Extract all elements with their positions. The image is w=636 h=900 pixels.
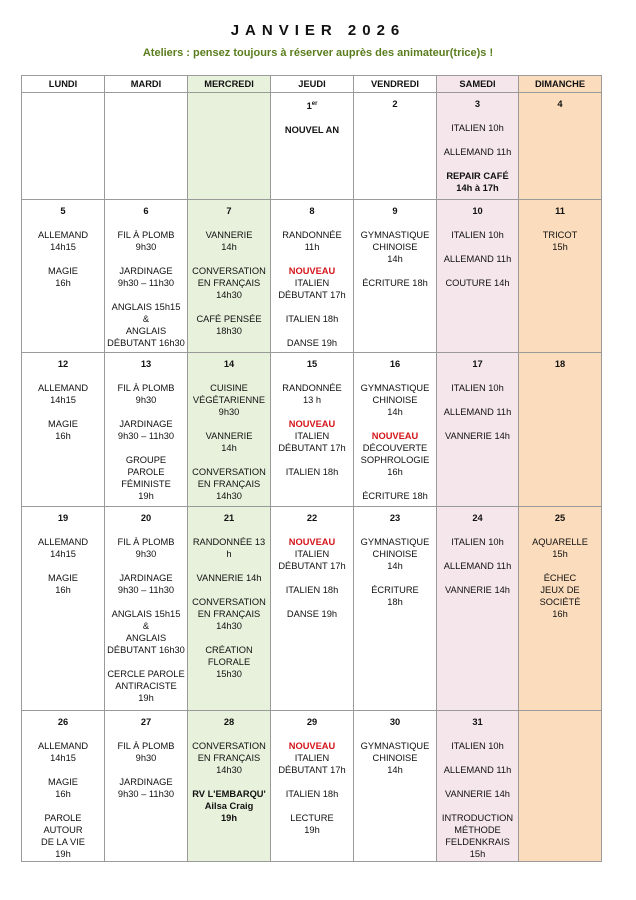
activity-item bbox=[190, 265, 268, 301]
day-number-value: 15 bbox=[306, 359, 318, 369]
activity-item bbox=[107, 608, 185, 656]
activity-item bbox=[107, 776, 185, 800]
day-number bbox=[273, 98, 351, 112]
day-number bbox=[107, 205, 185, 217]
activity-text: CONVERSATION EN FRANÇAIS 14h30 bbox=[192, 741, 266, 775]
activity-list bbox=[356, 740, 434, 776]
day-number bbox=[273, 358, 351, 370]
day-number-value: 11 bbox=[555, 206, 565, 216]
activity-item bbox=[356, 277, 434, 289]
activity-item bbox=[356, 740, 434, 776]
activity-item bbox=[190, 788, 268, 824]
day-number-value: 1 bbox=[306, 101, 312, 112]
weekday-header-row bbox=[22, 76, 602, 93]
day-cell bbox=[271, 507, 354, 711]
activity-text: VANNERIE 14h bbox=[205, 230, 253, 252]
day-number-value: 20 bbox=[140, 513, 152, 523]
weekday-header: JEUDI bbox=[271, 76, 354, 93]
day-cell bbox=[22, 93, 105, 200]
activity-text: ITALIEN DÉBUTANT 17h bbox=[278, 753, 346, 775]
activity-item bbox=[439, 146, 516, 158]
day-number bbox=[107, 358, 185, 370]
weekday-header: SAMEDI bbox=[437, 76, 519, 93]
activity-text: ANGLAIS 15h15 & ANGLAIS DÉBUTANT 16h30 bbox=[107, 302, 185, 348]
day-cell bbox=[271, 200, 354, 353]
activity-item bbox=[107, 265, 185, 289]
activity-item bbox=[273, 788, 351, 800]
activity-list bbox=[24, 382, 102, 442]
day-number bbox=[24, 98, 102, 110]
activity-item bbox=[273, 124, 351, 136]
activity-text: ITALIEN 10h bbox=[451, 123, 504, 133]
weekday-header: LUNDI bbox=[22, 76, 105, 93]
activity-item bbox=[24, 265, 102, 289]
day-cell bbox=[188, 353, 271, 507]
weekday-header: MERCREDI bbox=[188, 76, 271, 93]
day-number-value: 3 bbox=[474, 99, 481, 109]
activity-item bbox=[190, 229, 268, 253]
activity-text: RANDONNÉE 13 h bbox=[282, 383, 342, 405]
day-number bbox=[356, 98, 434, 110]
activity-item bbox=[439, 229, 516, 241]
activity-text: ITALIEN 10h bbox=[451, 230, 504, 240]
day-cell bbox=[105, 353, 188, 507]
day-cell bbox=[22, 200, 105, 353]
activity-text: DANSE 19h bbox=[286, 338, 338, 348]
activity-text: ÉCRITURE 18h bbox=[362, 278, 428, 288]
activity-item bbox=[24, 229, 102, 253]
activity-item bbox=[356, 229, 434, 265]
activity-list bbox=[273, 229, 351, 349]
activity-item bbox=[107, 536, 185, 560]
day-number bbox=[439, 716, 516, 728]
activity-text: GYMNASTIQUE CHINOISE 14h bbox=[360, 741, 430, 775]
calendar-table bbox=[21, 75, 602, 862]
week-row bbox=[22, 353, 602, 507]
activity-text: INTRODUCTION MÉTHODE FELDENKRAIS 15h bbox=[441, 813, 514, 859]
activity-text: CRÉATION FLORALE 15h30 bbox=[205, 645, 253, 679]
day-cell bbox=[188, 93, 271, 200]
day-number bbox=[439, 358, 516, 370]
day-number bbox=[107, 512, 185, 524]
day-number-value: 13 bbox=[140, 359, 152, 369]
activity-text: ÉCRITURE 18h bbox=[371, 585, 419, 607]
day-number-value: 23 bbox=[389, 513, 401, 523]
activity-item bbox=[439, 560, 516, 572]
day-number-value: 21 bbox=[223, 513, 235, 523]
day-number bbox=[190, 358, 268, 370]
new-badge: NOUVEAU bbox=[371, 431, 419, 441]
day-cell bbox=[354, 507, 437, 711]
day-cell bbox=[271, 353, 354, 507]
day-number bbox=[521, 98, 599, 110]
day-number bbox=[24, 205, 102, 217]
activity-item bbox=[190, 644, 268, 680]
activity-list bbox=[24, 536, 102, 596]
activity-item bbox=[356, 536, 434, 572]
day-number bbox=[356, 716, 434, 728]
day-number-value: 8 bbox=[309, 206, 315, 216]
activity-text: GYMNASTIQUE CHINOISE 14h bbox=[360, 537, 430, 571]
activity-text: ALLEMAND 14h15 bbox=[37, 537, 89, 559]
day-number bbox=[273, 205, 351, 217]
activity-text: ITALIEN 18h bbox=[285, 789, 339, 799]
day-number bbox=[24, 358, 102, 370]
activity-item bbox=[107, 382, 185, 406]
day-number bbox=[24, 716, 102, 728]
page-subtitle: Ateliers : pensez toujours à réserver auprès des animateur(trice)s ! bbox=[142, 47, 494, 59]
activity-text: TRICOT 15h bbox=[542, 230, 578, 252]
activity-list bbox=[356, 536, 434, 608]
day-number-value: 10 bbox=[472, 206, 483, 216]
new-badge: NOUVEAU bbox=[288, 419, 336, 429]
day-number-value: 7 bbox=[226, 206, 232, 216]
activity-text: RV L'EMBARQU' Ailsa Craig 19h bbox=[192, 789, 266, 823]
activity-list bbox=[273, 740, 351, 836]
day-number bbox=[24, 512, 102, 524]
day-number bbox=[356, 358, 434, 370]
day-cell bbox=[519, 711, 602, 862]
day-cell bbox=[354, 93, 437, 200]
activity-text: ITALIEN DÉBUTANT 17h bbox=[278, 278, 346, 300]
day-number-value: 9 bbox=[392, 206, 398, 216]
day-number-value: 26 bbox=[57, 717, 69, 727]
activity-text: ITALIEN 18h bbox=[285, 314, 339, 324]
activity-item bbox=[24, 382, 102, 406]
day-cell bbox=[519, 93, 602, 200]
day-cell bbox=[105, 711, 188, 862]
activity-item bbox=[356, 430, 434, 478]
activity-text: MAGIE 16h bbox=[48, 777, 78, 799]
activity-list bbox=[439, 229, 516, 289]
activity-text: ALLEMAND 14h15 bbox=[37, 230, 89, 252]
day-cell bbox=[519, 200, 602, 353]
day-number-value: 12 bbox=[57, 359, 69, 369]
activity-text: VANNERIE 14h bbox=[445, 585, 510, 595]
activity-item bbox=[273, 337, 351, 349]
activity-list bbox=[439, 382, 516, 442]
activity-item bbox=[439, 382, 516, 394]
activity-list bbox=[107, 382, 185, 502]
activity-text: ALLEMAND 11h bbox=[443, 561, 512, 571]
activity-list bbox=[521, 536, 599, 620]
day-cell bbox=[354, 711, 437, 862]
activity-item bbox=[107, 572, 185, 596]
activity-item bbox=[439, 764, 516, 776]
activity-item bbox=[439, 406, 516, 418]
activity-item bbox=[24, 418, 102, 442]
activity-text: ITALIEN 10h bbox=[451, 537, 504, 547]
activity-item bbox=[273, 265, 351, 301]
activity-item bbox=[439, 536, 516, 548]
page-title: JANVIER 2026 bbox=[230, 22, 406, 39]
activity-item bbox=[521, 572, 599, 620]
day-cell bbox=[354, 200, 437, 353]
activity-text: ITALIEN 18h bbox=[285, 585, 339, 595]
day-cell bbox=[519, 507, 602, 711]
activity-item bbox=[273, 466, 351, 478]
activity-text: MAGIE 16h bbox=[48, 266, 78, 288]
day-number bbox=[521, 358, 599, 370]
day-cell bbox=[188, 507, 271, 711]
activity-item bbox=[107, 740, 185, 764]
activity-list bbox=[521, 229, 599, 253]
day-number-value: 24 bbox=[472, 513, 483, 523]
activity-list bbox=[107, 229, 185, 349]
activity-item bbox=[356, 490, 434, 502]
activity-list bbox=[190, 740, 268, 824]
day-cell bbox=[188, 200, 271, 353]
day-number bbox=[190, 716, 268, 728]
activity-text: JARDINAGE 9h30 – 11h30 bbox=[117, 419, 175, 441]
activity-text: ITALIEN DÉBUTANT 17h bbox=[278, 431, 346, 453]
activity-item bbox=[273, 229, 351, 253]
activity-item bbox=[439, 122, 516, 134]
activity-item bbox=[24, 812, 102, 860]
activity-item bbox=[273, 382, 351, 406]
activity-list bbox=[356, 382, 434, 502]
activity-item bbox=[273, 608, 351, 620]
activity-item bbox=[24, 740, 102, 764]
day-number-value: 16 bbox=[389, 359, 401, 369]
activity-item bbox=[190, 430, 268, 454]
activity-item bbox=[107, 454, 185, 502]
activity-text: ALLEMAND 14h15 bbox=[37, 383, 89, 405]
activity-item bbox=[521, 536, 599, 560]
activity-text: ITALIEN 10h bbox=[451, 383, 504, 393]
activity-text: CUISINE VÉGÉTARIENNE 9h30 bbox=[192, 383, 266, 417]
activity-list bbox=[190, 382, 268, 502]
activity-item bbox=[439, 812, 516, 860]
activity-text: ALLEMAND 11h bbox=[443, 254, 512, 264]
day-number bbox=[190, 512, 268, 524]
activity-item bbox=[273, 536, 351, 572]
activity-text: JARDINAGE 9h30 – 11h30 bbox=[117, 777, 175, 799]
activity-text: ÉCRITURE 18h bbox=[362, 491, 428, 501]
activity-list bbox=[439, 122, 516, 194]
activity-item bbox=[107, 301, 185, 349]
activity-text: DÉCOUVERTE SOPHROLOGIE 16h bbox=[360, 443, 430, 477]
activity-text: FIL À PLOMB 9h30 bbox=[117, 230, 175, 252]
day-ordinal-suffix: er bbox=[311, 101, 318, 107]
activity-text: VANNERIE 14h bbox=[445, 431, 510, 441]
activity-item bbox=[273, 584, 351, 596]
activity-item bbox=[107, 229, 185, 253]
activity-item bbox=[439, 584, 516, 596]
activity-item bbox=[439, 170, 516, 194]
new-badge: NOUVEAU bbox=[288, 266, 336, 276]
day-cell bbox=[271, 711, 354, 862]
activity-list bbox=[439, 740, 516, 860]
day-number bbox=[521, 716, 599, 728]
day-number bbox=[190, 98, 268, 110]
activity-list bbox=[107, 740, 185, 800]
activity-item bbox=[190, 740, 268, 776]
day-cell bbox=[105, 507, 188, 711]
activity-item bbox=[439, 277, 516, 289]
activity-text: ITALIEN 18h bbox=[285, 467, 339, 477]
day-number-value: 30 bbox=[389, 717, 401, 727]
day-number bbox=[190, 205, 268, 217]
activity-text: RANDONNÉE 11h bbox=[282, 230, 342, 252]
activity-text: ÉCHEC JEUX DE SOCIÉTÉ 16h bbox=[539, 573, 581, 619]
day-cell bbox=[271, 93, 354, 200]
activity-text: PAROLE AUTOUR DE LA VIE 19h bbox=[41, 813, 85, 859]
activity-text: CERCLE PAROLE ANTIRACISTE 19h bbox=[107, 669, 185, 703]
activity-text: VANNERIE 14h bbox=[445, 789, 510, 799]
day-cell bbox=[519, 353, 602, 507]
day-number-value: 27 bbox=[140, 717, 152, 727]
activity-text: JARDINAGE 9h30 – 11h30 bbox=[117, 573, 175, 595]
activity-list bbox=[24, 740, 102, 860]
activity-item bbox=[273, 812, 351, 836]
activity-list bbox=[24, 229, 102, 289]
activity-item bbox=[439, 430, 516, 442]
day-number-value: 6 bbox=[143, 206, 149, 216]
day-number bbox=[107, 98, 185, 110]
activity-item bbox=[24, 536, 102, 560]
activity-list bbox=[356, 229, 434, 289]
day-number-value: 2 bbox=[392, 99, 398, 109]
week-row bbox=[22, 93, 602, 200]
activity-item bbox=[190, 572, 268, 584]
activity-text: GROUPE PAROLE FÉMINISTE 19h bbox=[121, 455, 171, 501]
day-cell bbox=[105, 93, 188, 200]
day-cell bbox=[437, 353, 519, 507]
activity-text: CONVERSATION EN FRANÇAIS 14h30 bbox=[192, 597, 266, 631]
activity-item bbox=[521, 229, 599, 253]
activity-text: ALLEMAND 11h bbox=[443, 765, 512, 775]
activity-item bbox=[24, 776, 102, 800]
day-number-value: 31 bbox=[472, 717, 483, 727]
day-number-value: 17 bbox=[472, 359, 483, 369]
activity-item bbox=[439, 253, 516, 265]
day-number-value: 29 bbox=[306, 717, 318, 727]
activity-list bbox=[107, 536, 185, 704]
activity-item bbox=[190, 382, 268, 418]
activity-text: CAFÉ PENSÉE 18h30 bbox=[196, 314, 262, 336]
day-cell bbox=[437, 711, 519, 862]
activity-text: MAGIE 16h bbox=[48, 419, 78, 441]
day-cell bbox=[437, 200, 519, 353]
weekday-header: DIMANCHE bbox=[519, 76, 602, 93]
new-badge: NOUVEAU bbox=[288, 537, 336, 547]
day-cell bbox=[437, 93, 519, 200]
day-number bbox=[356, 512, 434, 524]
activity-item bbox=[439, 740, 516, 752]
activity-list bbox=[273, 382, 351, 478]
activity-list bbox=[439, 536, 516, 596]
activity-item bbox=[107, 668, 185, 704]
activity-text: GYMNASTIQUE CHINOISE 14h bbox=[360, 383, 430, 417]
activity-text: LECTURE 19h bbox=[290, 813, 334, 835]
day-cell bbox=[22, 353, 105, 507]
activity-item bbox=[190, 313, 268, 337]
day-number bbox=[521, 205, 599, 217]
activity-text: REPAIR CAFÉ 14h à 17h bbox=[446, 171, 509, 193]
day-number-value: 5 bbox=[60, 206, 66, 216]
new-badge: NOUVEAU bbox=[288, 741, 336, 751]
activity-item bbox=[356, 584, 434, 608]
activity-item bbox=[190, 536, 268, 560]
activity-item bbox=[273, 418, 351, 454]
activity-text: ANGLAIS 15h15 & ANGLAIS DÉBUTANT 16h30 bbox=[107, 609, 185, 655]
activity-text: ITALIEN DÉBUTANT 17h bbox=[278, 549, 346, 571]
weekday-header: MARDI bbox=[105, 76, 188, 93]
day-cell bbox=[22, 507, 105, 711]
day-number-value: 14 bbox=[223, 359, 235, 369]
activity-item bbox=[273, 313, 351, 325]
activity-text: NOUVEL AN bbox=[284, 125, 340, 136]
activity-text: MAGIE 16h bbox=[48, 573, 78, 595]
activity-text: ALLEMAND 11h bbox=[443, 407, 512, 417]
activity-text: AQUARELLE 15h bbox=[532, 537, 588, 559]
day-number bbox=[273, 716, 351, 728]
activity-text: FIL À PLOMB 9h30 bbox=[117, 383, 175, 405]
weekday-header: VENDREDI bbox=[354, 76, 437, 93]
day-cell bbox=[22, 711, 105, 862]
day-number bbox=[273, 512, 351, 524]
activity-list bbox=[190, 536, 268, 680]
day-number-value: 19 bbox=[57, 513, 69, 523]
activity-list bbox=[273, 536, 351, 620]
day-cell bbox=[354, 353, 437, 507]
week-row bbox=[22, 200, 602, 353]
activity-text: VANNERIE 14h bbox=[205, 431, 253, 453]
day-number-value: 28 bbox=[223, 717, 235, 727]
day-number bbox=[439, 205, 516, 217]
activity-text: VANNERIE 14h bbox=[196, 573, 262, 583]
activity-text: DANSE 19h bbox=[286, 609, 338, 619]
activity-item bbox=[439, 788, 516, 800]
activity-text: RANDONNÉE 13 h bbox=[192, 537, 266, 559]
day-number bbox=[356, 205, 434, 217]
activity-text: GYMNASTIQUE CHINOISE 14h bbox=[360, 230, 430, 264]
day-number bbox=[107, 716, 185, 728]
day-number-value: 22 bbox=[306, 513, 318, 523]
activity-text: FIL À PLOMB 9h30 bbox=[117, 741, 175, 763]
activity-list bbox=[273, 124, 351, 136]
activity-item bbox=[24, 572, 102, 596]
activity-item bbox=[190, 596, 268, 632]
activity-text: CONVERSATION EN FRANÇAIS 14h30 bbox=[192, 467, 266, 501]
activity-text: ALLEMAND 14h15 bbox=[37, 741, 89, 763]
week-row bbox=[22, 507, 602, 711]
activity-text: ALLEMAND 11h bbox=[443, 147, 512, 157]
activity-item bbox=[107, 418, 185, 442]
activity-list bbox=[190, 229, 268, 337]
week-row bbox=[22, 711, 602, 862]
day-number bbox=[439, 512, 516, 524]
activity-text: ITALIEN 10h bbox=[451, 741, 504, 751]
day-cell bbox=[105, 200, 188, 353]
activity-item bbox=[190, 466, 268, 502]
activity-item bbox=[356, 382, 434, 418]
day-number bbox=[439, 98, 516, 110]
activity-item bbox=[273, 740, 351, 776]
day-number bbox=[521, 512, 599, 524]
activity-text: JARDINAGE 9h30 – 11h30 bbox=[117, 266, 175, 288]
day-cell bbox=[437, 507, 519, 711]
activity-text: COUTURE 14h bbox=[445, 278, 510, 288]
day-cell bbox=[188, 711, 271, 862]
day-number-value: 25 bbox=[554, 513, 566, 523]
day-number-value: 18 bbox=[554, 359, 566, 369]
activity-text: CONVERSATION EN FRANÇAIS 14h30 bbox=[192, 266, 266, 300]
day-number-value: 4 bbox=[557, 99, 563, 109]
activity-text: FIL À PLOMB 9h30 bbox=[117, 537, 175, 559]
